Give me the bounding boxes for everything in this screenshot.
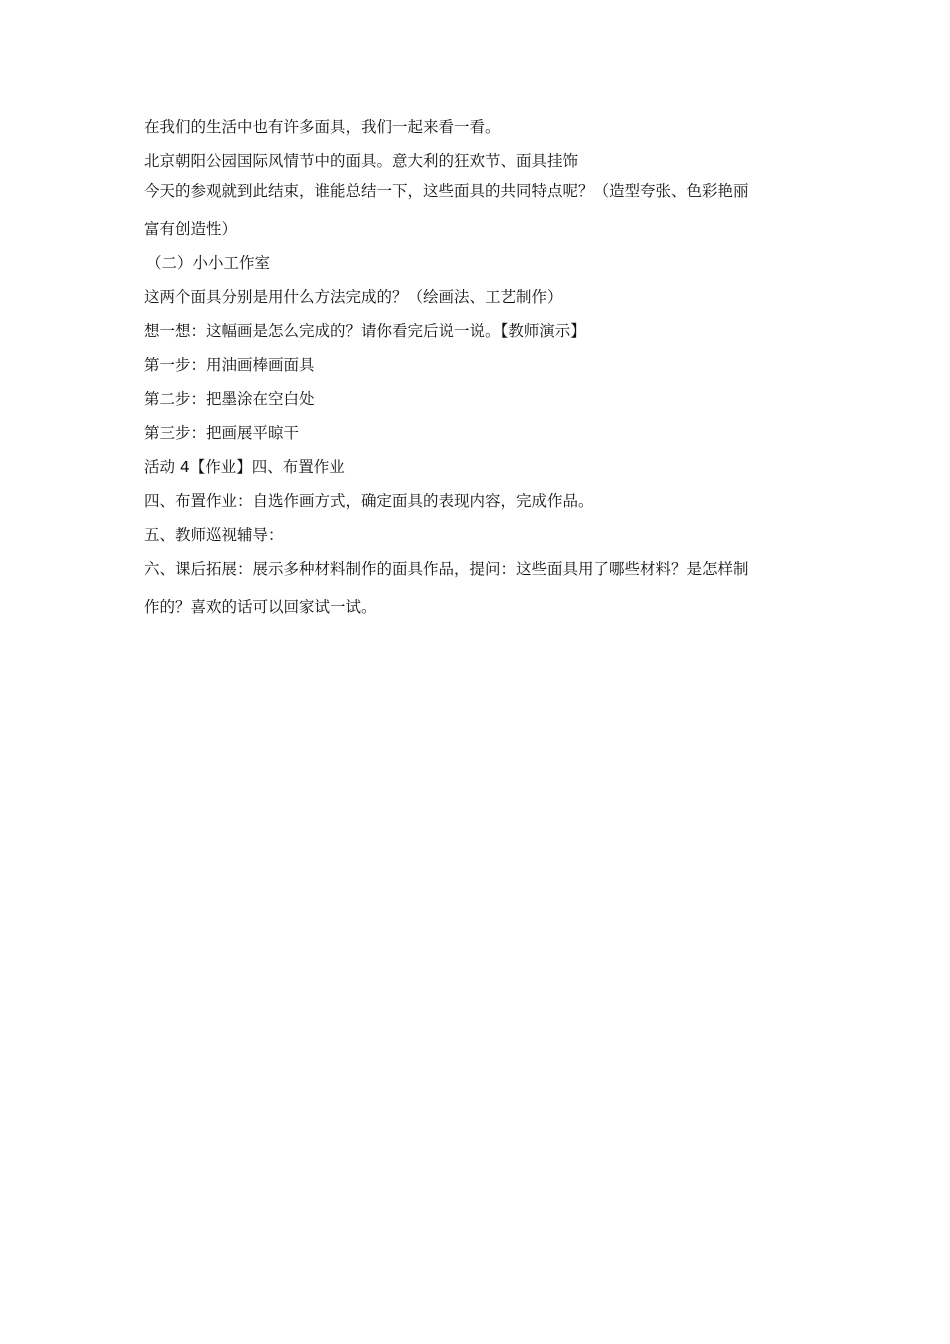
activity-heading: 活动 4【作业】四、布置作业 [144,458,345,476]
paragraph-festivals: 北京朝阳公园国际风情节中的面具。意大利的狂欢节、面具挂饰 [144,152,579,170]
paragraph-extension-continued: 作的？喜欢的话可以回家试一试。 [144,598,377,616]
section-heading-workshop: （二）小小工作室 [146,254,271,272]
paragraph-guidance: 五、教师巡视辅导： [144,526,284,544]
step-two: 第二步：把墨涂在空白处 [144,390,315,408]
paragraph-summary-question: 今天的参观就到此结束，谁能总结一下，这些面具的共同特点呢？（造型夸张、色彩艳丽 [144,182,749,200]
paragraph-summary-continued: 富有创造性） [144,220,238,238]
paragraph-think: 想一想：这幅画是怎么完成的？请你看完后说一说。【教师演示】 [144,322,586,340]
document-body [144,110,812,617]
step-three: 第三步：把画展平晾干 [144,424,300,442]
step-one: 第一步：用油画棒画面具 [144,356,315,374]
paragraph-extension: 六、课后拓展：展示多种材料制作的面具作品，提问：这些面具用了哪些材料？是怎样制 [144,560,749,578]
paragraph-intro: 在我们的生活中也有许多面具，我们一起来看一看。 [144,118,501,136]
paragraph-assignment: 四、布置作业：自选作画方式，确定面具的表现内容，完成作品。 [144,492,594,510]
paragraph-methods-question: 这两个面具分别是用什么方法完成的？（绘画法、工艺制作） [144,288,563,306]
